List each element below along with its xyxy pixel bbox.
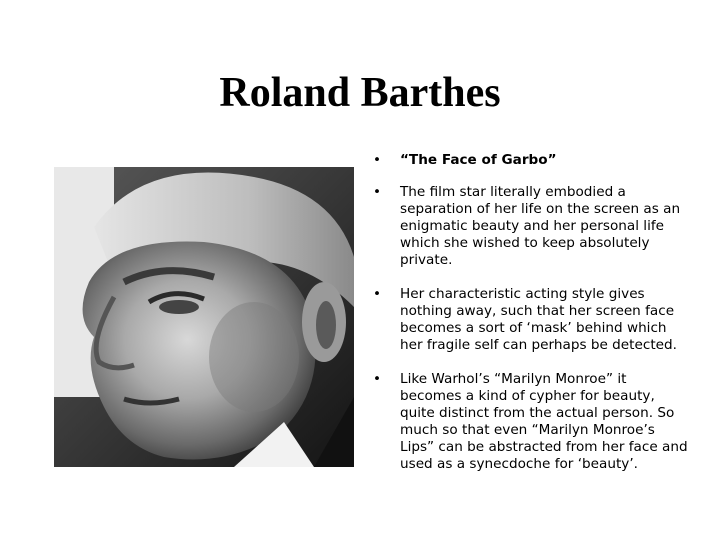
bullet-item bbox=[370, 286, 690, 354]
bullet-list bbox=[370, 152, 690, 490]
bullet-item bbox=[370, 184, 690, 269]
slide-title: Roland Barthes bbox=[219, 70, 501, 116]
bullet-dot: • bbox=[373, 371, 382, 387]
bullet-text: Like Warhol’s “Marilyn Monroe” it becomes a kind of cypher for beauty, quite distinct from the actual person. So much so that even “Marilyn Monroe’s Lips” can be abstracted from her face and used as a synecdoche for ‘beauty’. bbox=[400, 371, 688, 472]
bullet-dot: • bbox=[373, 184, 382, 200]
bullet-item bbox=[370, 371, 690, 473]
bullet-dot: • bbox=[373, 152, 382, 168]
bullet-dot: • bbox=[373, 286, 382, 302]
bullet-text: Her characteristic acting style gives nothing away, such that her screen face becomes a sort of ‘mask’ behind which her fragile self can perhaps be detected. bbox=[400, 286, 677, 353]
bullet-text: “The Face of Garbo” bbox=[400, 152, 557, 168]
bullet-item bbox=[370, 152, 690, 169]
portrait-photo bbox=[54, 167, 354, 467]
bullet-text: The film star literally embodied a separation of her life on the screen as an enigmatic beauty and her personal life which she wished to keep absolutely private. bbox=[400, 184, 681, 268]
